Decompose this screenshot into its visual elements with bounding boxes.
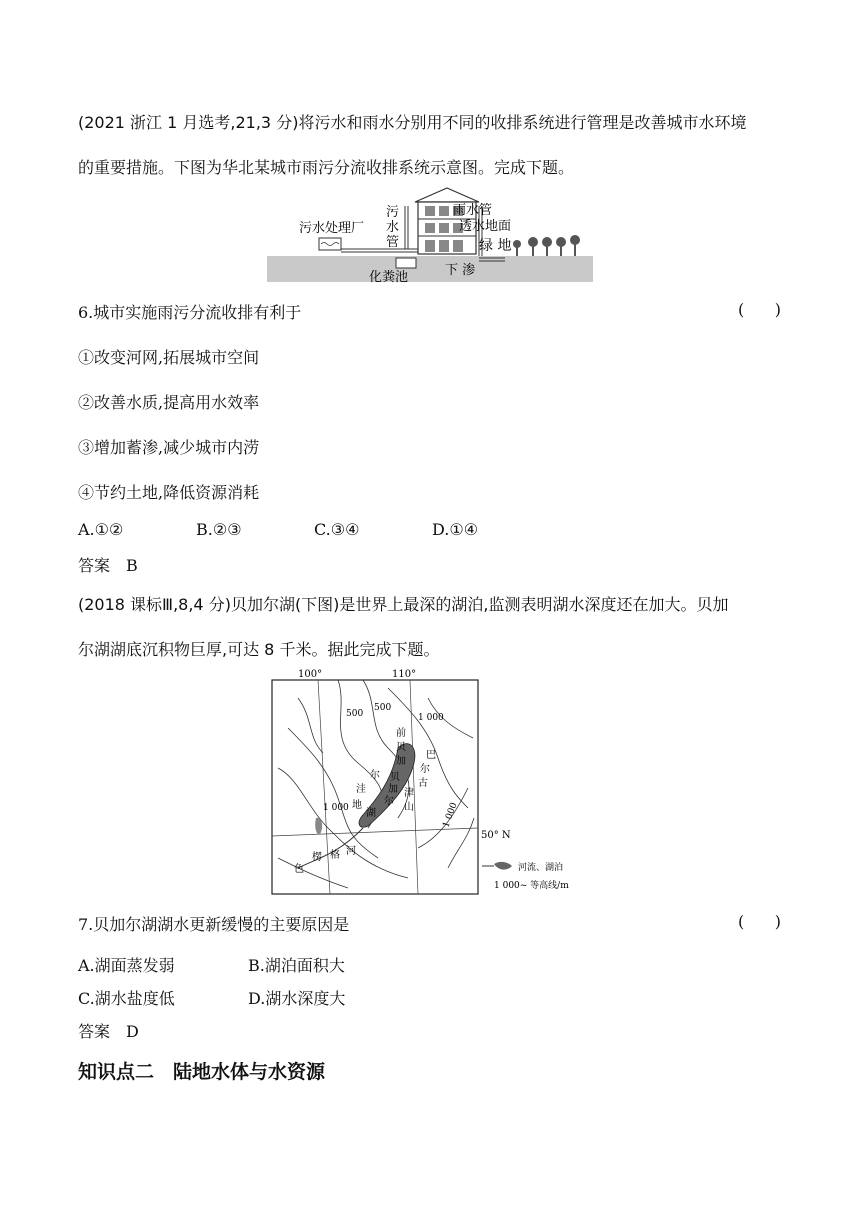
q6-option-3: ③增加蓄渗,减少城市内涝: [78, 438, 260, 457]
place-char-3: 尔: [370, 770, 380, 781]
place-char-8: 津: [404, 788, 414, 799]
legend-lake-swatch: [494, 862, 512, 870]
place-char-12: 尔: [384, 796, 394, 807]
place-char-2: 加: [396, 756, 406, 767]
q7-choice-b: B.湖泊面积大: [248, 956, 345, 975]
contour-500-a: 500: [346, 709, 364, 719]
place-char-14: 地: [352, 800, 362, 811]
place-char-1: 贝: [396, 742, 406, 753]
contour-1000-c: 1 000: [441, 801, 460, 830]
q6-option-2: ②改善水质,提高用水效率: [78, 393, 260, 412]
lon-right: 110°: [392, 669, 417, 680]
q7-choice-c: C.湖水盐度低: [78, 989, 175, 1008]
intro2-line1: (2018 课标Ⅲ,8,4 分)贝加尔湖(下图)是世界上最深的湖泊,监测表明湖水深度还在加大。贝加: [78, 595, 729, 614]
lon-left: 100°: [298, 669, 323, 680]
q6-choice-c: C.③④: [314, 520, 360, 539]
label-seepage: 下 渗: [445, 263, 476, 278]
contour-1000-a: 1 000: [418, 713, 444, 723]
q6-answer: 答案 B: [78, 556, 138, 575]
figure-baikal-map: [268, 668, 598, 898]
ground: [267, 256, 593, 282]
q7-answer: 答案 D: [78, 1022, 139, 1041]
q6-option-4: ④节约土地,降低资源消耗: [78, 483, 260, 502]
q6-choice-d: D.①④: [432, 520, 479, 539]
place-char-6: 尔: [420, 764, 430, 775]
label-septic: 化粪池: [369, 270, 409, 285]
q7-choice-d: D.湖水深度大: [248, 989, 346, 1008]
contour-500-b: 500: [374, 703, 392, 713]
place-char-13: 洼: [356, 784, 366, 795]
label-sewage-pipe-2: 水: [386, 220, 400, 235]
intro1-line1: (2021 浙江 1 月选考,21,3 分)将污水和雨水分别用不同的收排系统进行管理是改善城市水环境: [78, 113, 747, 132]
label-sewage-pipe-3: 管: [386, 235, 400, 250]
treatment-tank: [319, 238, 341, 250]
place-char-10: 贝: [390, 772, 400, 783]
place-char-11: 加: [388, 784, 398, 795]
section-title: 知识点二 陆地水体与水资源: [78, 1061, 326, 1083]
q7-choice-a: A.湖面蒸发弱: [78, 956, 175, 975]
q6-stem: 6.城市实施雨污分流收排有利于: [78, 303, 302, 322]
place-char-16: 楞: [312, 852, 322, 863]
place-char-5: 巴: [426, 750, 436, 761]
place-char-17: 格: [330, 850, 340, 861]
label-sewage-pipe-1: 污: [386, 205, 400, 220]
place-char-0: 前: [396, 728, 406, 739]
building-roof: [415, 188, 479, 202]
lat-label: 50° N: [481, 830, 511, 841]
figure-sewage-system: [265, 186, 595, 286]
label-rain-pipe: 雨水管: [453, 203, 493, 218]
label-permeable: 透水地面: [459, 219, 512, 234]
contour-1000-b: 1 000: [323, 803, 349, 813]
place-char-18: 河: [346, 846, 356, 857]
intro2-line2: 尔湖湖底沉积物巨厚,可达 8 千米。据此完成下题。: [78, 640, 440, 659]
place-char-7: 古: [418, 778, 428, 789]
q6-answer-paren: ( ): [738, 300, 781, 319]
label-sewage-plant: 污水处理厂: [299, 221, 365, 236]
q6-option-1: ①改变河网,拓展城市空间: [78, 348, 260, 367]
q6-choice-a: A.①②: [78, 520, 124, 539]
q7-answer-paren: ( ): [738, 912, 781, 931]
place-char-15: 色: [294, 864, 304, 875]
place-char-9: 山: [404, 802, 414, 813]
intro1-line2: 的重要措施。下图为华北某城市雨污分流收排系统示意图。完成下题。: [78, 158, 575, 177]
legend-contour: 1 000~ 等高线/m: [494, 881, 569, 891]
label-greenland: 绿 地: [479, 238, 512, 254]
place-char-4: 湖: [366, 808, 376, 819]
septic-tank: [396, 258, 416, 268]
legend-lake: 河流、湖泊: [518, 863, 564, 873]
trees: [513, 235, 580, 256]
q7-stem: 7.贝加尔湖湖水更新缓慢的主要原因是: [78, 915, 350, 934]
q6-choice-b: B.②③: [196, 520, 242, 539]
